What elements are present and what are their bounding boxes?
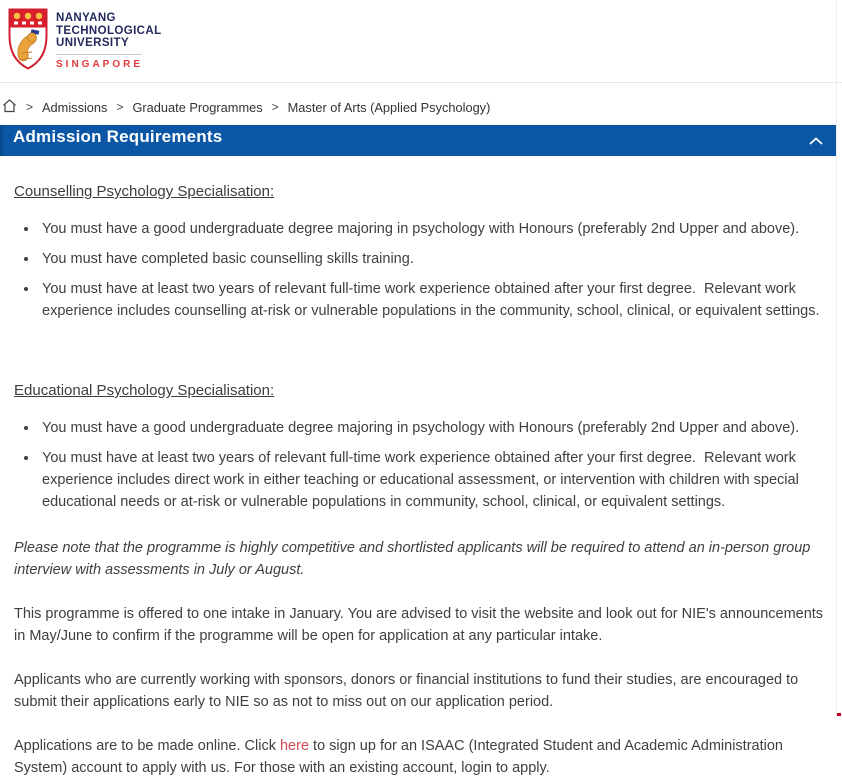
breadcrumb-item-admissions[interactable]: Admissions: [42, 99, 108, 115]
brand-text: [56, 8, 162, 70]
breadcrumb: [0, 83, 842, 125]
brand-name-line: NANYANG: [56, 12, 116, 24]
site-header: [0, 0, 842, 83]
breadcrumb-item-current-page: Master of Arts (Applied Psychology): [287, 99, 491, 115]
home-icon[interactable]: [2, 99, 17, 113]
section-heading: Counselling Psychology Specialisation:: [14, 183, 275, 200]
ntu-crest-icon: [8, 8, 48, 70]
breadcrumb-separator: >: [26, 100, 34, 114]
counselling-psychology-section: [14, 181, 826, 322]
bullet-list: [14, 218, 826, 322]
isaac-signup-link[interactable]: here: [279, 738, 310, 754]
admission-requirements-content: [0, 181, 842, 779]
competitive-note: Please note that the programme is highly competitive and shortlisted applicants will be required to attend an in-person group interview with assessments in July or August.: [14, 540, 811, 578]
apply-text-before: Applications are to be made online. Click: [14, 738, 276, 754]
list-item: • You must have a good undergraduate degree majoring in psychology with Honours (preferably 2nd Upper and above).: [39, 417, 826, 439]
page-edge-line: [836, 0, 837, 717]
list-item: • You must have at least two years of relevant full-time work experience obtained after your first degree. Relevant work experience includes counselling at-risk or vulnerable populations in the community, school, clinical, or equivalent settings.: [39, 278, 826, 322]
breadcrumb-separator: >: [271, 100, 279, 114]
bullet-list: [14, 417, 826, 513]
brand-country-label: SINGAPORE: [56, 58, 144, 70]
ntu-crest-logo[interactable]: [8, 8, 48, 75]
admission-requirements-accordion-header[interactable]: [0, 125, 837, 156]
section-heading: Educational Psychology Specialisation:: [14, 382, 275, 399]
intake-paragraph: This programme is offered to one intake in January. You are advised to visit the website and look out for NIE's announcements in May/June to confirm if the programme will be open for application at any particular intake.: [14, 606, 824, 644]
educational-psychology-section: [14, 380, 826, 513]
chevron-up-icon[interactable]: [809, 132, 823, 150]
sponsors-paragraph: Applicants who are currently working with sponsors, donors or financial institutions to fund their studies, are encouraged to submit their applications early to NIE so as not to miss out on our application period.: [14, 672, 799, 710]
list-item: • You must have completed basic counselling skills training.: [39, 248, 826, 270]
brand-name-line: TECHNOLOGICAL: [56, 24, 162, 37]
accordion-title: Admission Requirements: [13, 127, 223, 146]
apply-paragraph: [14, 735, 826, 779]
brand-name-line: UNIVERSITY: [56, 37, 130, 49]
breadcrumb-separator: >: [116, 100, 124, 114]
list-item: • You must have a good undergraduate degree majoring in psychology with Honours (preferably 2nd Upper and above).: [39, 218, 826, 240]
breadcrumb-item-graduate-programmes[interactable]: Graduate Programmes: [132, 99, 263, 115]
apply-text-after: to sign up for an ISAAC (Integrated Student and Academic Administration System) account to apply with us. For those with an existing account, login to apply.: [14, 738, 783, 776]
brand-divider: [56, 54, 142, 55]
list-item: • You must have at least two years of relevant full-time work experience obtained after your first degree. Relevant work experience includes direct work in either teaching or educational assessment, or intervention with children with special educational needs or at-risk or vulnerable populations in community, school, clinical, or equivalent settings.: [39, 447, 826, 513]
corner-artifact: [837, 713, 841, 716]
